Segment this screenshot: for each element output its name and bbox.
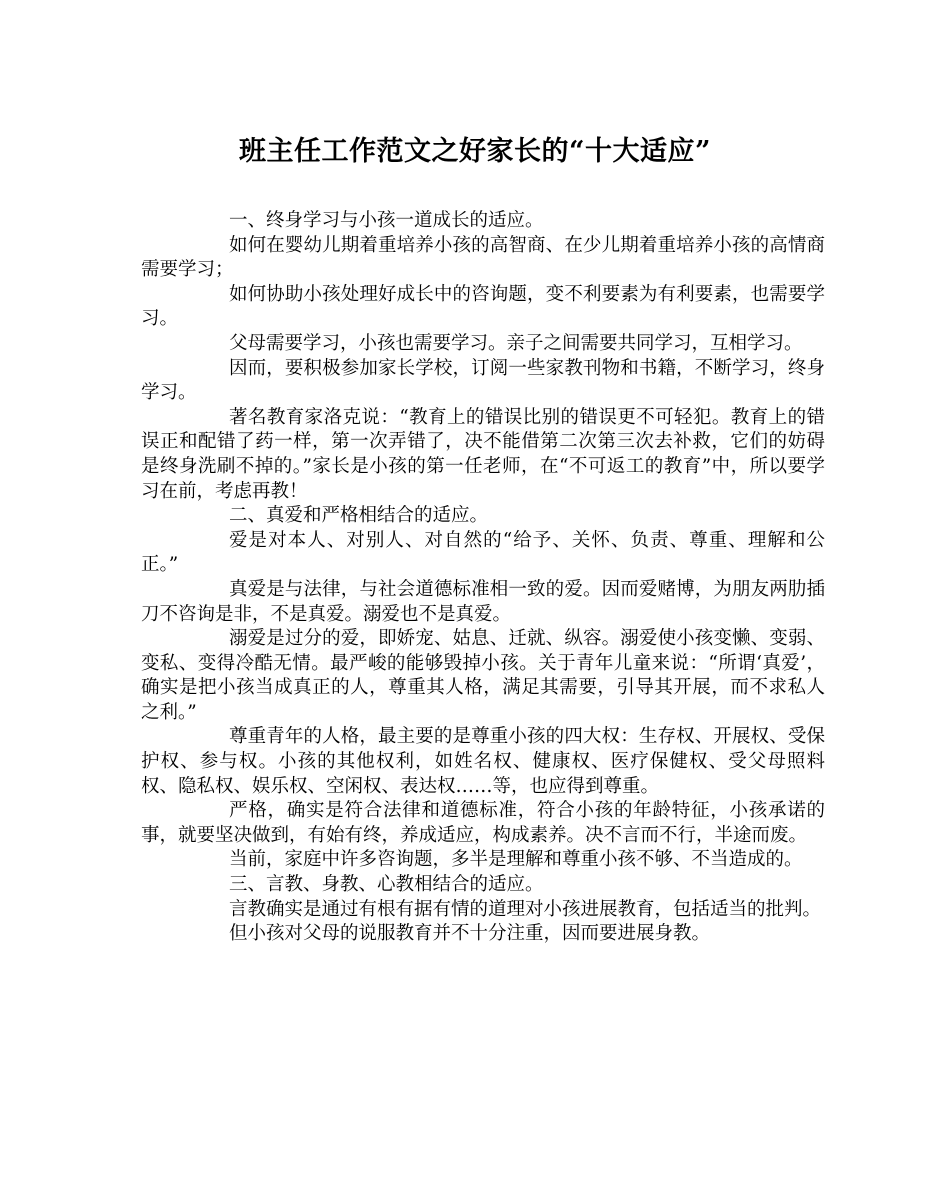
paragraph-heading-2: 二、真爱和严格相结合的适应。: [229, 505, 489, 527]
paragraph: 爱是对本人、对别人、对自然的“给予、关怀、负责、尊重、理解和公正。”: [141, 529, 825, 576]
paragraph: 如何在婴幼儿期着重培养小孩的高智商、在少儿期着重培养小孩的高情商需要学习；: [141, 234, 825, 281]
paragraph: 言教确实是通过有根有据有情的道理对小孩进展教育，包括适当的批判。: [229, 898, 822, 920]
paragraph: 真爱是与法律，与社会道德标准相一致的爱。因而爱赌博，为朋友两肋插刀不咨询是非，不是真爱。溺爱也不是真爱。: [141, 578, 825, 625]
paragraph: 父母需要学习，小孩也需要学习。亲子之间需要共同学习，互相学习。: [229, 332, 803, 354]
paragraph: 但小孩对父母的说服教育并不十分注重，因而要进展身教。: [229, 923, 711, 945]
paragraph: 严格，确实是符合法律和道德标准，符合小孩的年龄特征，小孩承诺的事，就要坚决做到，有始有终，养成适应，构成素养。决不言而不行，半途而废。: [141, 800, 825, 846]
paragraph-heading-1: 一、终身学习与小孩一道成长的适应。: [229, 210, 544, 231]
paragraph: 溺爱是过分的爱，即娇宠、姑息、迁就、纵容。溺爱使小孩变懒、变弱、变私、变得冷酷无情。最严峻的能够毁掉小孩。关于青年儿童来说：“所谓‘真爱’，确实是把小孩当成真正的人，尊重其人格，满足其需要，引导其开展，而不求私人之利。”: [141, 628, 825, 723]
document-title: 班主任工作范文之好家长的“十大适应”: [238, 136, 712, 167]
paragraph-quote-locke: 著名教育家洛克说：“教育上的错误比别的错误更不可轻犯。教育上的错误正和配错了药一样，第一次弄错了，决不能借第二次第三次去补救，它们的妨碍是终身洗刷不掉的。”家长是小孩的第一任老师，在“不可返工的教育”中，所以要学习在前，考虑再教！: [141, 406, 825, 502]
paragraph-heading-3: 三、言教、身教、心教相结合的适应。: [229, 874, 544, 896]
paragraph: 当前，家庭中许多咨询题，多半是理解和尊重小孩不够、不当造成的。: [229, 849, 803, 871]
paragraph: 如何协助小孩处理好成长中的咨询题，变不利要素为有利要素，也需要学习。: [141, 283, 825, 330]
document-body: [141, 209, 825, 947]
paragraph: 尊重青年的人格，最主要的是尊重小孩的四大权：生存权、开展权、受保护权、参与权。小孩的其他权利，如姓名权、健康权、医疗保健权、受父母照料权、隐私权、娱乐权、空闲权、表达权……等，也应得到尊重。: [141, 726, 825, 797]
paragraph: 因而，要积极参加家长学校，订阅一些家教刊物和书籍，不断学习，终身学习。: [141, 357, 825, 404]
